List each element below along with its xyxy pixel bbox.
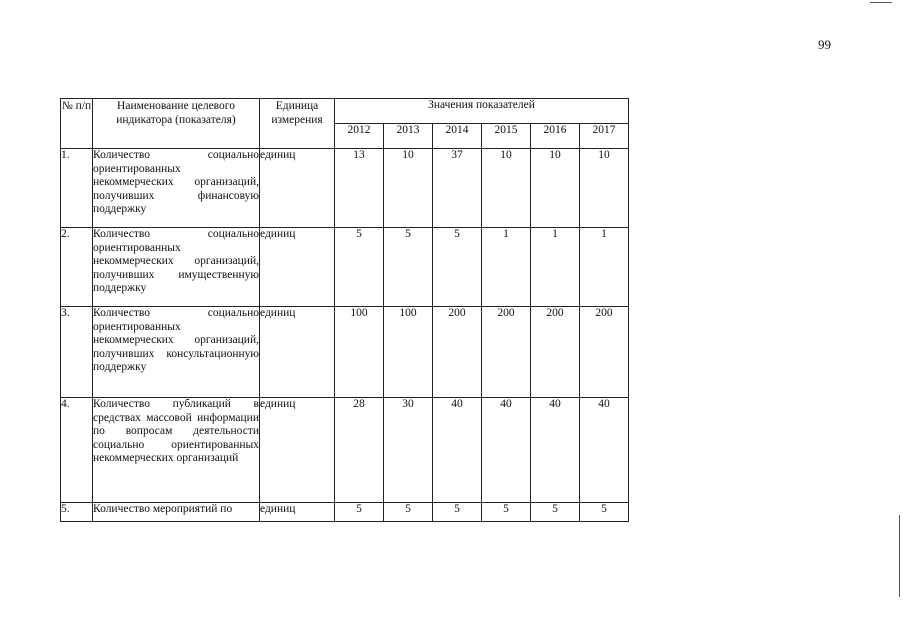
value-cell: 28 bbox=[335, 398, 384, 503]
value-cell: 200 bbox=[433, 307, 482, 398]
header-year: 2016 bbox=[531, 124, 580, 149]
header-year: 2014 bbox=[433, 124, 482, 149]
row-number: 2. bbox=[61, 228, 93, 307]
header-values: Значения показателей bbox=[335, 99, 629, 124]
indicator-name: Количество социально ориентированных некоммерческих организаций, получивших имущественную поддержку bbox=[93, 228, 260, 307]
value-cell: 10 bbox=[384, 149, 433, 228]
table-row bbox=[61, 149, 629, 228]
unit: единиц bbox=[260, 228, 335, 307]
table-row bbox=[61, 398, 629, 503]
indicators-table bbox=[60, 98, 629, 522]
value-cell: 5 bbox=[335, 503, 384, 522]
value-cell: 100 bbox=[335, 307, 384, 398]
value-cell: 1 bbox=[580, 228, 629, 307]
row-number: 1. bbox=[61, 149, 93, 228]
header-year: 2013 bbox=[384, 124, 433, 149]
value-cell: 13 bbox=[335, 149, 384, 228]
value-cell: 5 bbox=[384, 228, 433, 307]
table-row bbox=[61, 503, 629, 522]
header-year: 2012 bbox=[335, 124, 384, 149]
value-cell: 40 bbox=[580, 398, 629, 503]
value-cell: 10 bbox=[580, 149, 629, 228]
header-year: 2017 bbox=[580, 124, 629, 149]
unit: единиц bbox=[260, 307, 335, 398]
indicator-name: Количество публикаций в средствах массовой информации по вопросам деятельности социально ориентированных некоммерческих организаций bbox=[93, 398, 260, 503]
value-cell: 40 bbox=[531, 398, 580, 503]
row-number: 5. bbox=[61, 503, 93, 522]
value-cell: 200 bbox=[531, 307, 580, 398]
header-indicator-name: Наименование целевого индикатора (показателя) bbox=[93, 99, 260, 149]
value-cell: 1 bbox=[482, 228, 531, 307]
value-cell: 100 bbox=[384, 307, 433, 398]
value-cell: 40 bbox=[433, 398, 482, 503]
row-number: 4. bbox=[61, 398, 93, 503]
header-year: 2015 bbox=[482, 124, 531, 149]
value-cell: 10 bbox=[531, 149, 580, 228]
value-cell: 200 bbox=[482, 307, 531, 398]
value-cell: 200 bbox=[580, 307, 629, 398]
table-row bbox=[61, 307, 629, 398]
indicator-name: Количество мероприятий по bbox=[93, 503, 260, 522]
value-cell: 37 bbox=[433, 149, 482, 228]
indicator-name: Количество социально ориентированных некоммерческих организаций, получивших консультационную поддержку bbox=[93, 307, 260, 398]
value-cell: 5 bbox=[580, 503, 629, 522]
row-number: 3. bbox=[61, 307, 93, 398]
indicator-name: Количество социально ориентированных некоммерческих организаций, получивших финансовую поддержку bbox=[93, 149, 260, 228]
value-cell: 5 bbox=[482, 503, 531, 522]
unit: единиц bbox=[260, 149, 335, 228]
value-cell: 30 bbox=[384, 398, 433, 503]
page-number: 99 bbox=[818, 37, 831, 52]
scan-mark-top bbox=[870, 2, 892, 3]
value-cell: 5 bbox=[433, 503, 482, 522]
value-cell: 40 bbox=[482, 398, 531, 503]
table-row bbox=[61, 228, 629, 307]
value-cell: 5 bbox=[433, 228, 482, 307]
value-cell: 5 bbox=[384, 503, 433, 522]
unit: единиц bbox=[260, 503, 335, 522]
header-number: № п/п bbox=[61, 99, 93, 149]
header-unit: Единица измерения bbox=[260, 99, 335, 149]
unit: единиц bbox=[260, 398, 335, 503]
value-cell: 5 bbox=[335, 228, 384, 307]
scan-mark-right bbox=[899, 515, 900, 597]
value-cell: 5 bbox=[531, 503, 580, 522]
table-header-row bbox=[61, 99, 629, 124]
value-cell: 10 bbox=[482, 149, 531, 228]
value-cell: 1 bbox=[531, 228, 580, 307]
